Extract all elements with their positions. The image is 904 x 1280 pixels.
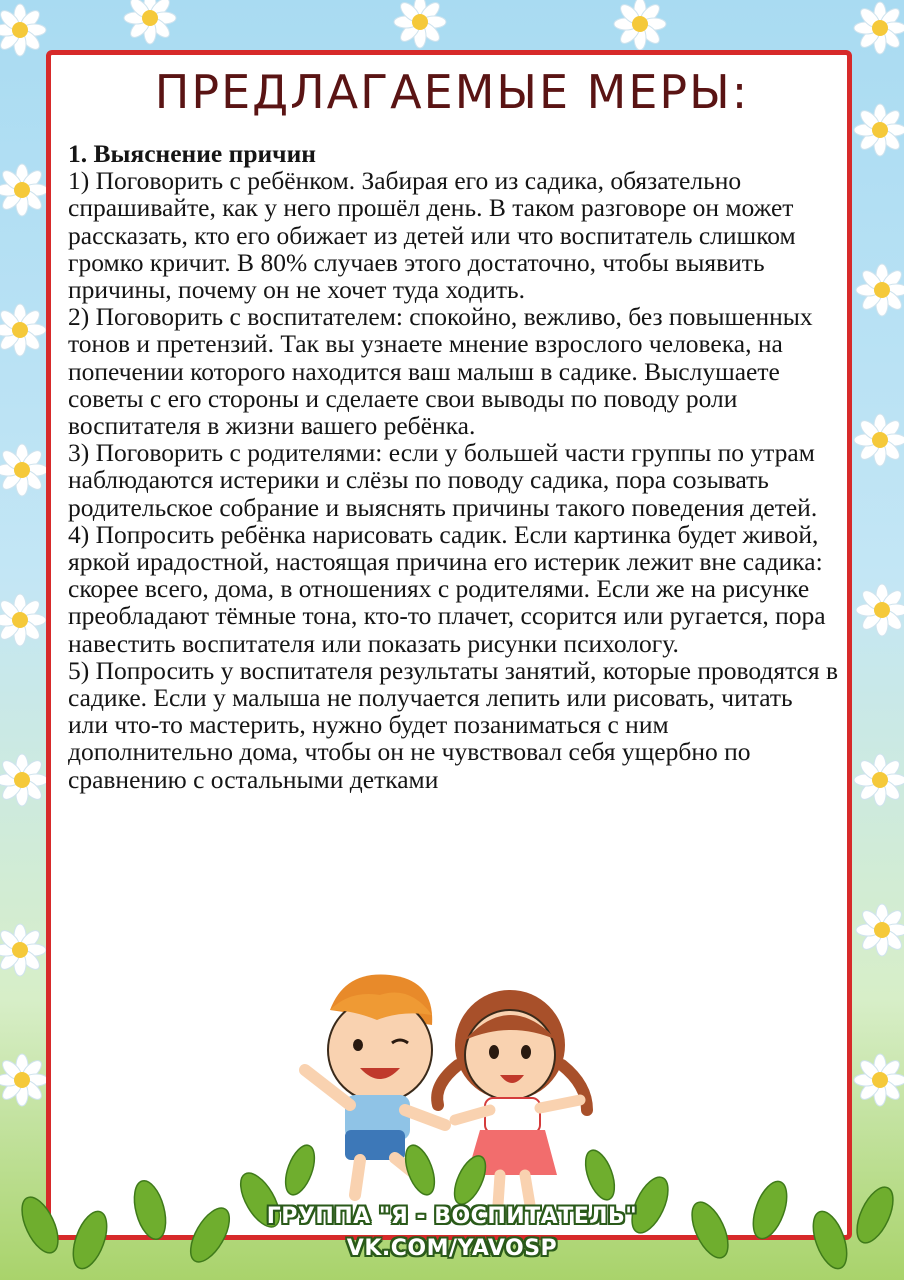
- paragraph-1: 1) Поговорить с ребёнком. Забирая его из садика, обязательно спрашивайте, как у него прошёл день. В таком разговоре он может рассказать, кто его обижает из детей или что воспитатель слишком громко кричит. В 80% случаев этого достаточно, чтобы выявить причины, почему он не хочет туда ходить.: [68, 166, 796, 305]
- paragraph-2: 2) Поговорить с воспитателем: спокойно, вежливо, без повышенных тонов и претензий. Так вы узнаете мнение взрослого человека, на попечении которого находится ваш малыш в садике. Выслушаете советы с его стороны и сделаете свои выводы по поводу роли воспитателя в жизни вашего ребёнка.: [68, 302, 813, 441]
- paragraph-5: 5) Попросить у воспитателя результаты занятий, которые проводятся в садике. Если у малыша не получается лепить или рисовать, читать или что-то мастерить, нужно будет позаниматься с ним дополнительно дома, чтобы он не чувствовал себя ущербно по сравнению с остальными детками: [68, 655, 839, 794]
- paragraph-3: 3) Поговорить с родителями: если у большей части группы по утрам наблюдаются истерики и слёзы по поводу садика, пора созывать родительское собрание и выяснять причины такого поведения детей.: [68, 438, 818, 522]
- footer-group-name: ГРУППА "Я - ВОСПИТАТЕЛЬ": [266, 1204, 638, 1229]
- page-title: ПРЕДЛАГАЕМЫЕ МЕРЫ:: [154, 65, 750, 119]
- section-heading: 1. Выяснение причин: [68, 139, 316, 168]
- paragraph-4: 4) Попросить ребёнка нарисовать садик. Если картинка будет живой, яркой ирадостной, настоящая причина его истерик лежит вне садика: скорее всего, дома, в отношениях с родителями. Если же на рисунке преобладают тёмные тона, кто-то плачет, ссорится или ругается, пора навестить воспитателя или показать рисунки психологу.: [68, 519, 826, 658]
- footer-link: VK.COM/YAVOSP: [346, 1236, 558, 1261]
